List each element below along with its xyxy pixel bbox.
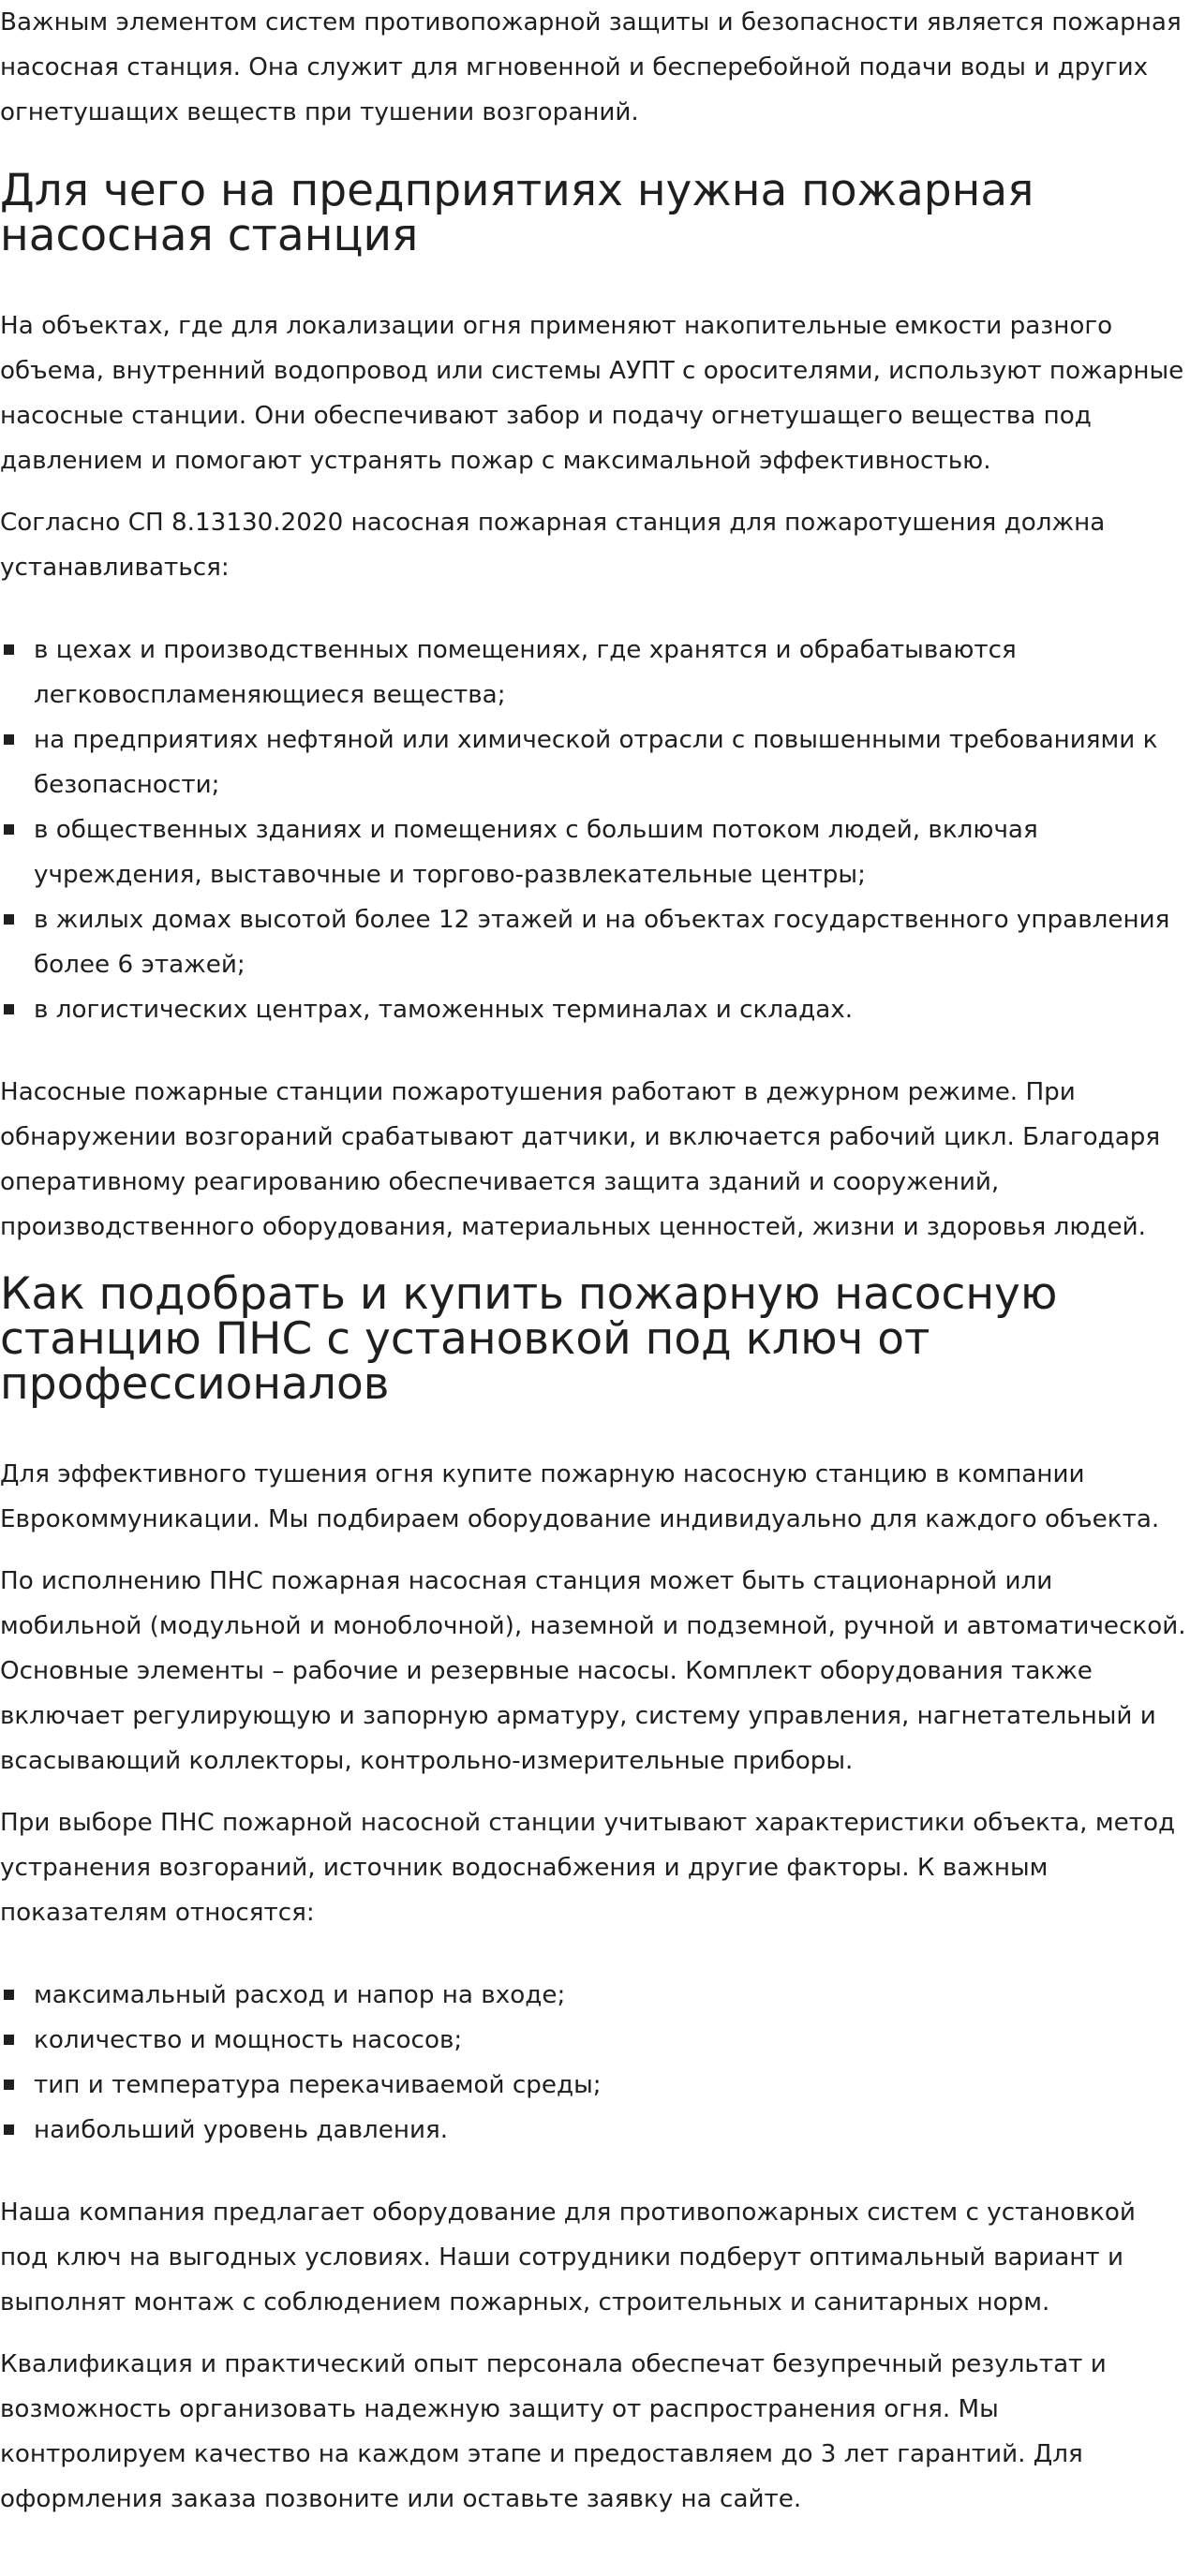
list-item (0, 807, 1188, 897)
list-item-text: в логистических центрах, таможенных терминалах и складах. (34, 996, 854, 1024)
list-item (0, 2063, 1188, 2108)
selection-paragraph-4: Наша компания предлагает оборудование для противопожарных систем с установкой под ключ на выгодных условиях. Наши сотрудники подберут оптимальный вариант и выполнят монтаж с соблюдением пожарных, строительных и санитарных норм. (0, 2198, 1136, 2317)
list-item-text: количество и мощность насосов; (34, 2026, 463, 2054)
intro-paragraph: Важным элементом систем противопожарной защиты и безопасности является пожарная насосная станция. Она служит для мгновенной и бесперебойной подачи воды и других огнетушащих веществ при тушении возгораний. (0, 8, 1182, 126)
bullet-square-icon (4, 734, 14, 745)
list-item (0, 897, 1188, 987)
selection-paragraph-2: По исполнению ПНС пожарная насосная станция может быть стационарной или мобильной (модульной и моноблочной), наземной и подземной, ручной и автоматической. Основные элементы – рабочие и резервные насосы. Комплект оборудования также включает регулирующую и запорную арматуру, систему управления, нагнетательный и всасывающий коллекторы, контрольно-измерительные приборы. (0, 1567, 1186, 1775)
list-item (0, 2018, 1188, 2063)
list-item (0, 718, 1188, 807)
section-heading-purpose: Для чего на предприятиях нужна пожарная насосная станция (0, 165, 1034, 261)
selection-criteria-list (0, 1973, 1188, 2153)
list-item-text: в цехах и производственных помещениях, где хранятся и обрабатываются легковоспламеняющиеся вещества; (34, 636, 1017, 709)
bullet-square-icon (4, 1004, 14, 1014)
list-item (0, 628, 1188, 718)
purpose-paragraph-1: На объектах, где для локализации огня применяют накопительные емкости разного объема, внутренний водопровод или системы АУПТ с оросителями, используют пожарные насосные станции. Они обеспечивают забор и подачу огнетушащего вещества под давлением и помогают устранять пожар с максимальной эффективностью. (0, 312, 1184, 475)
list-item (0, 1973, 1188, 2018)
list-item (0, 2108, 1188, 2153)
bullet-square-icon (4, 644, 14, 655)
installation-locations-list (0, 628, 1188, 1032)
list-item-text: на предприятиях нефтяной или химической отрасли с повышенными требованиями к безопасности; (34, 726, 1158, 799)
list-item (0, 987, 1188, 1032)
list-item-text: максимальный расход и напор на входе; (34, 1981, 566, 2009)
list-item-text: в общественных зданиях и помещениях с большим потоком людей, включая учреждения, выставочные и торгово-развлекательные центры; (34, 816, 1038, 889)
bullet-square-icon (4, 2124, 14, 2135)
bullet-square-icon (4, 2080, 14, 2090)
purpose-paragraph-3: Насосные пожарные станции пожаротушения работают в дежурном режиме. При обнаружении возгораний срабатывают датчики, и включается рабочий цикл. Благодаря оперативному реагированию обеспечивается защита зданий и сооружений, производственного оборудования, материальных ценностей, жизни и здоровья людей. (0, 1078, 1161, 1241)
selection-paragraph-1: Для эффективного тушения огня купите пожарную насосную станцию в компании Еврокоммуникации. Мы подбираем оборудование индивидуально для каждого объекта. (0, 1460, 1160, 1533)
list-item-text: тип и температура перекачиваемой среды; (34, 2071, 602, 2099)
purpose-paragraph-2: Согласно СП 8.13130.2020 насосная пожарная станция для пожаротушения должна устанавливаться: (0, 509, 1106, 582)
bullet-square-icon (4, 1990, 14, 2000)
selection-paragraph-5: Квалификация и практический опыт персонала обеспечат безупречный результат и возможность организовать надежную защиту от распространения огня. Мы контролируем качество на каждом этапе и предоставляем до 3 лет гарантий. Для оформления заказа позвоните или оставьте заявку на сайте. (0, 2350, 1107, 2513)
section-heading-selection: Как подобрать и купить пожарную насосную станцию ПНС с установкой под ключ от профессионалов (0, 1268, 1058, 1410)
list-item-text: наибольший уровень давления. (34, 2116, 449, 2144)
list-item-text: в жилых домах высотой более 12 этажей и на объектах государственного управления более 6 этажей; (34, 906, 1170, 979)
bullet-square-icon (4, 824, 14, 835)
selection-paragraph-3: При выборе ПНС пожарной насосной станции учитывают характеристики объекта, метод устранения возгораний, источник водоснабжения и другие факторы. К важным показателям относятся: (0, 1809, 1176, 1927)
bullet-square-icon (4, 914, 14, 925)
bullet-square-icon (4, 2035, 14, 2045)
